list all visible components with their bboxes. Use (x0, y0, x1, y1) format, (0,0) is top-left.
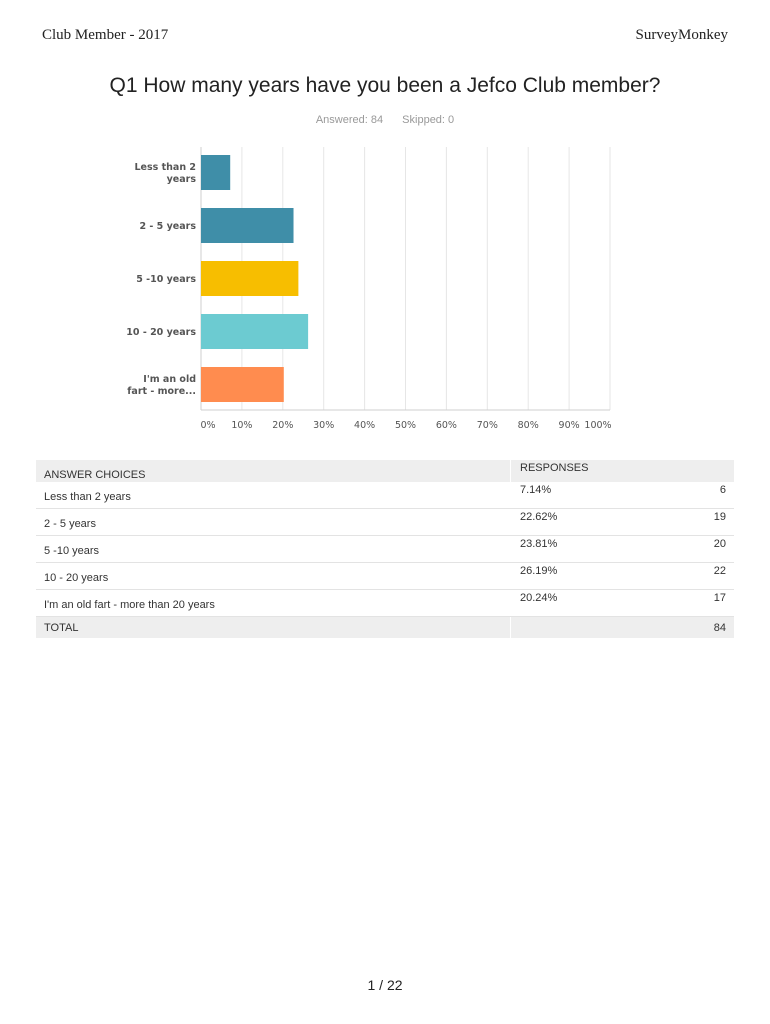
tick-label: 30% (313, 420, 335, 431)
table-row (36, 482, 734, 509)
header-answer-choices: ANSWER CHOICES (44, 469, 146, 481)
category-label: 5 -10 years (136, 274, 196, 285)
answered-count: Answered: 84 (315, 114, 384, 126)
question-title: Q1 How many years have you been a Jefco Club member? (109, 74, 661, 97)
answer-label: Less than 2 years (44, 491, 131, 503)
header-responses: RESPONSES (520, 462, 589, 474)
bar (201, 155, 230, 190)
tick-label: 90% (558, 420, 580, 431)
response-percent: 20.24% (520, 592, 558, 604)
response-percent: 22.62% (520, 511, 558, 523)
table-header-row (36, 460, 734, 482)
bar (201, 314, 308, 349)
response-count: 22 (713, 565, 726, 577)
answer-label: 2 - 5 years (44, 518, 96, 530)
answer-label: 5 -10 years (44, 545, 100, 557)
answer-label: I'm an old fart - more than 20 years (44, 599, 215, 611)
bar (201, 367, 284, 402)
table-row (36, 590, 734, 617)
tick-label: 60% (435, 420, 457, 431)
response-count: 6 (719, 484, 726, 496)
tick-label: 20% (272, 420, 294, 431)
results-table (36, 460, 734, 638)
tick-label: 40% (354, 420, 376, 431)
tick-label: 10% (231, 420, 253, 431)
table-row (36, 509, 734, 536)
tick-label: 100% (584, 420, 612, 431)
response-percent: 23.81% (520, 538, 558, 550)
category-label: 10 - 20 years (126, 327, 196, 338)
bar (201, 208, 294, 243)
page-number: 1 / 22 (367, 977, 403, 993)
tick-label: 50% (394, 420, 417, 431)
report-title: Club Member - 2017 (42, 27, 169, 43)
category-label: 2 - 5 years (139, 221, 196, 232)
total-label: TOTAL (44, 622, 79, 634)
skipped-count: Skipped: 0 (402, 114, 455, 126)
table-row (36, 536, 734, 563)
tick-label: 0% (200, 420, 216, 431)
brand-name: SurveyMonkey (635, 27, 728, 43)
response-count: 17 (713, 592, 726, 604)
tick-label: 80% (517, 420, 539, 431)
response-count: 20 (713, 538, 726, 550)
total-count: 84 (713, 622, 726, 634)
response-percent: 7.14% (520, 484, 552, 496)
bar-chart (0, 0, 770, 450)
answer-label: 10 - 20 years (44, 572, 109, 584)
category-label: Less than 2 years (134, 162, 196, 185)
column-divider (510, 460, 511, 482)
table-row (36, 563, 734, 590)
response-percent: 26.19% (520, 565, 558, 577)
response-count: 19 (713, 511, 726, 523)
table-total-row (36, 617, 734, 638)
column-divider (510, 617, 511, 638)
tick-label: 70% (476, 420, 498, 431)
category-label: I'm an old fart - more... (127, 374, 196, 397)
bar (201, 261, 298, 296)
